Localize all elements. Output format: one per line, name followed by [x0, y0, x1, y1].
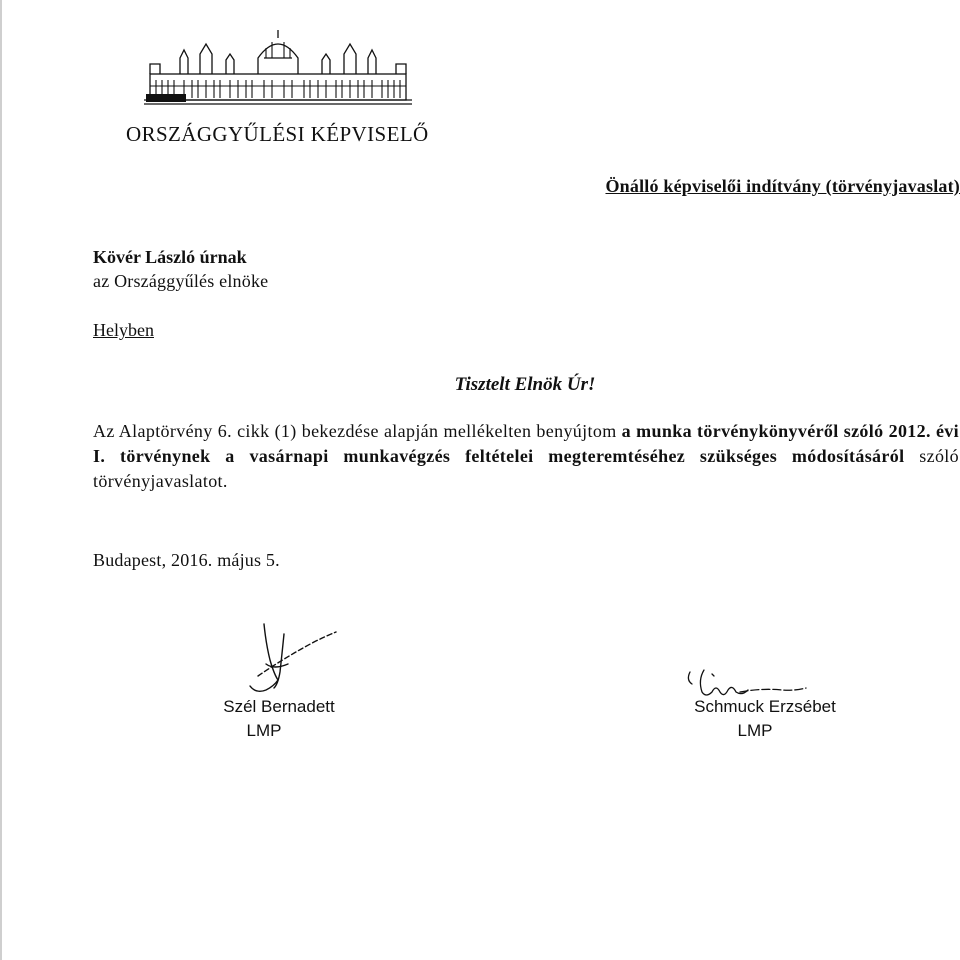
- header-title: ORSZÁGGYŰLÉSI KÉPVISELŐ: [126, 122, 429, 146]
- page-edge: [0, 0, 2, 960]
- signatory-1-party: LMP: [246, 721, 282, 740]
- place-and-date: Budapest, 2016. május 5.: [93, 550, 280, 570]
- body-outro: szóló törvényjavaslatot.: [93, 446, 959, 491]
- signatory-2-name: Schmuck Erzsébet: [694, 697, 836, 716]
- addressee-name: Kövér László úrnak: [93, 247, 247, 267]
- parliament-building-icon: [140, 28, 416, 110]
- addressee-location: Helyben: [93, 320, 154, 340]
- document-type-heading: Önálló képviselői indítvány (törvényjavaslat): [605, 176, 960, 196]
- body-paragraph: [93, 419, 959, 494]
- body-intro: Az Alaptörvény 6. cikk (1) bekezdése alapján mellékelten benyújtom: [93, 421, 622, 441]
- signatory-2-party: LMP: [737, 721, 773, 740]
- handwritten-signature-icon: [244, 614, 344, 696]
- addressee-title: az Országgyűlés elnöke: [93, 271, 269, 291]
- body-bill-title: a munka törvénykönyvéről szóló 2012. évi I. törvénynek a vasárnapi munkavégzés feltételei megteremtéséhez szükséges módosításáról: [93, 421, 959, 466]
- signatory-1-name: Szél Bernadett: [223, 697, 335, 716]
- salutation: Tisztelt Elnök Úr!: [454, 374, 596, 395]
